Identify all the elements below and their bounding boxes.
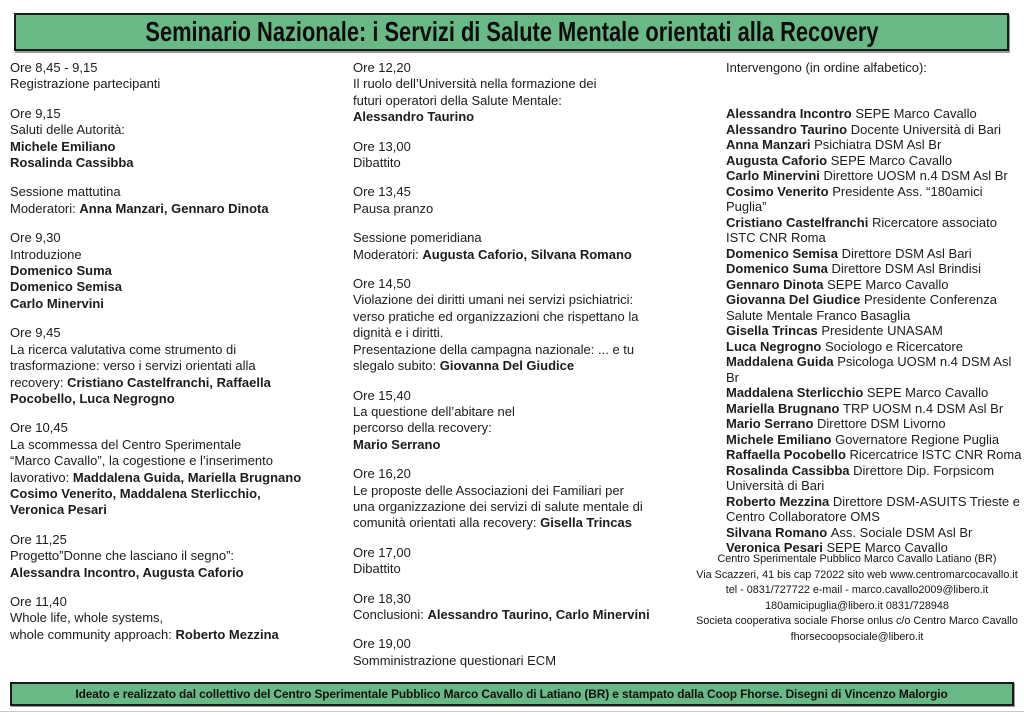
program-column-afternoon bbox=[353, 60, 698, 682]
program-line: Somministrazione questionari ECM bbox=[353, 652, 557, 668]
program-line: verso pratiche ed organizzazioni che rispettano la bbox=[353, 308, 639, 324]
program-line: Michele Emiliano bbox=[10, 138, 116, 154]
program-line: Pocobello, Luca Negrogno bbox=[10, 390, 175, 406]
program-line: Dibattito bbox=[353, 155, 401, 171]
speaker-entry: Carlo Minervini Direttore UOSM n.4 DSM Asl Br bbox=[726, 168, 1008, 184]
program-line: Ore 9,15 bbox=[10, 105, 61, 121]
speaker-entry: Domenico Suma Direttore DSM Asl Brindisi bbox=[726, 261, 982, 277]
program-line: Veronica Pesari bbox=[10, 502, 107, 518]
program-line: Ore 10,45 bbox=[10, 420, 68, 436]
program-line: Ore 8,45 - 9,15 bbox=[10, 60, 98, 75]
footer-credits: Ideato e realizzato dal collettivo del Centro Sperimentale Pubblico Marco Cavallo di Latiano (BR) e stampato dalla Coop Fhorse. Disegni di Vincenzo Malorgio bbox=[75, 687, 949, 701]
program-line: Dibattito bbox=[353, 561, 401, 577]
contact-line: Societa cooperativa sociale Fhorse onlus c/o Centro Marco Cavallo bbox=[696, 615, 1018, 628]
speaker-entry: Alessandra Incontro SEPE Marco Cavallo bbox=[726, 106, 977, 122]
program-line: Alessandra Incontro, Augusta Caforio bbox=[10, 564, 244, 580]
program-line: Alessandro Taurino bbox=[353, 109, 475, 125]
program-line: Il ruolo dell’Università nella formazione dei bbox=[353, 76, 597, 92]
speaker-entry: Giovanna Del Giudice Presidente Conferenza Salute Mentale Franco Basaglia bbox=[726, 292, 997, 323]
program-line: Registrazione partecipanti bbox=[10, 76, 161, 92]
program-line: trasformazione: verso i servizi orientati alla bbox=[10, 358, 256, 374]
speaker-entry: Alessandro Taurino Docente Università di Bari bbox=[726, 121, 1002, 137]
page-title: Seminario Nazionale: i Servizi di Salute Mentale orientati alla Recovery bbox=[144, 16, 879, 47]
speaker-entry: Domenico Semisa Direttore DSM Asl Bari bbox=[726, 245, 972, 261]
program-block bbox=[353, 139, 698, 172]
program-block bbox=[10, 594, 350, 643]
program-line: Ore 11,40 bbox=[10, 593, 67, 609]
program-block bbox=[353, 466, 698, 532]
program-line: lavorativo: Maddalena Guida, Mariella Brugnano bbox=[10, 469, 302, 485]
program-line: Ore 13,00 bbox=[353, 138, 411, 154]
program-line: Carlo Minervini bbox=[10, 295, 104, 311]
program-line: Cosimo Venerito, Maddalena Sterlicchio, bbox=[10, 485, 261, 501]
speakers-heading: Intervengono (in ordine alfabetico): bbox=[726, 60, 927, 75]
program-line: Rosalinda Cassibba bbox=[10, 155, 134, 171]
program-block bbox=[10, 60, 350, 93]
program-block bbox=[353, 545, 698, 578]
speaker-entry: Raffaella Pocobello Ricercatrice ISTC CNR Roma bbox=[726, 447, 1022, 463]
program-line: Ore 19,00 bbox=[353, 636, 411, 652]
speakers-list bbox=[726, 106, 1024, 556]
program-block bbox=[10, 532, 350, 581]
program-line: whole community approach: Roberto Mezzina bbox=[10, 626, 279, 642]
program-line: comunità orientati alla recovery: Gisella Trincas bbox=[353, 515, 632, 531]
speaker-entry: Mario Serrano Direttore DSM Livorno bbox=[726, 416, 946, 432]
program-line: Domenico Suma bbox=[10, 263, 112, 279]
speaker-entry: Gisella Trincas Presidente UNASAM bbox=[726, 323, 943, 339]
program-line: Ore 14,50 bbox=[353, 276, 411, 292]
program-line: Saluti delle Autorità: bbox=[10, 122, 125, 138]
speaker-entry: Mariella Brugnano TRP UOSM n.4 DSM Asl Br bbox=[726, 400, 1004, 416]
program-block bbox=[10, 325, 350, 407]
program-block bbox=[10, 184, 350, 217]
program-block bbox=[353, 276, 698, 374]
speaker-entry: Roberto Mezzina Direttore DSM-ASUITS Trieste e Centro Collaboratore OMS bbox=[726, 493, 1021, 525]
speaker-entry: Rosalinda Cassibba Direttore Dip. Forpsicom Università di Bari bbox=[726, 462, 995, 494]
program-block bbox=[353, 388, 698, 454]
program-line: La questione dell’abitare nel bbox=[353, 403, 515, 419]
program-line: Mario Serrano bbox=[353, 436, 441, 452]
program-line: dignità e i diritti. bbox=[353, 325, 444, 341]
contact-line: tel - 0831/727722 e-mail - marco.cavallo2009@libero.it bbox=[725, 584, 989, 597]
program-line: Ore 15,40 bbox=[353, 387, 411, 403]
title-banner bbox=[14, 13, 1009, 51]
program-block bbox=[353, 591, 698, 624]
program-block bbox=[10, 106, 350, 172]
contact-line: 180amicipuglia@libero.it 0831/728948 bbox=[765, 599, 949, 612]
speaker-entry: Maddalena Guida Psicologa UOSM n.4 DSM Asl Br bbox=[726, 354, 1012, 385]
footer-banner bbox=[10, 682, 1014, 706]
program-block bbox=[10, 230, 350, 312]
program-block bbox=[353, 184, 698, 217]
contact-line: fhorsecoopsociale@libero.it bbox=[790, 630, 924, 643]
program-line: Ore 11,25 bbox=[10, 531, 67, 547]
speaker-entry: Silvana Romano Ass. Sociale DSM Asl Br bbox=[726, 524, 973, 540]
speaker-entry: Cristiano Castelfranchi Ricercatore associato ISTC CNR Roma bbox=[726, 214, 997, 246]
speaker-entry: Veronica Pesari SEPE Marco Cavallo bbox=[726, 540, 948, 556]
speaker-entry: Gennaro Dinota SEPE Marco Cavallo bbox=[726, 276, 949, 292]
program-line: percorso della recovery: bbox=[353, 420, 492, 436]
program-line: Ore 16,20 bbox=[353, 466, 411, 482]
program-line: futuri operatori della Salute Mentale: bbox=[353, 92, 562, 108]
program-line: Sessione pomeridiana bbox=[353, 230, 482, 246]
program-line: Ore 9,30 bbox=[10, 230, 61, 246]
program-line: Moderatori: Anna Manzari, Gennaro Dinota bbox=[10, 200, 269, 216]
program-line: Ore 9,45 bbox=[10, 325, 61, 341]
program-column-morning bbox=[10, 60, 350, 656]
program-line: una organizzazione dei servizi di salute mentale di bbox=[353, 498, 643, 514]
page-edge-line bbox=[0, 711, 1024, 712]
program-line: Presentazione della campagna nazionale: ... e tu bbox=[353, 341, 635, 357]
program-line: La scommessa del Centro Sperimentale bbox=[10, 436, 242, 452]
program-line: slegalo subito: Giovanna Del Giudice bbox=[353, 358, 575, 374]
program-line: Sessione mattutina bbox=[10, 184, 121, 200]
program-block bbox=[353, 230, 698, 263]
speaker-entry: Augusta Caforio SEPE Marco Cavallo bbox=[726, 152, 953, 168]
speakers-column bbox=[726, 60, 1024, 556]
speaker-entry: Cosimo Venerito Presidente Ass. “180amici Puglia” bbox=[726, 183, 983, 215]
program-line: Domenico Semisa bbox=[10, 279, 122, 295]
program-line: La ricerca valutativa come strumento di bbox=[10, 341, 237, 357]
program-line: Ore 18,30 bbox=[353, 590, 411, 606]
program-line: Moderatori: Augusta Caforio, Silvana Romano bbox=[353, 246, 632, 262]
program-line: Ore 12,20 bbox=[353, 60, 411, 75]
speaker-entry: Luca Negrogno Sociologo e Ricercatore bbox=[726, 338, 963, 354]
program-line: Violazione dei diritti umani nei servizi psichiatrici: bbox=[353, 292, 634, 308]
speaker-entry: Michele Emiliano Governatore Regione Puglia bbox=[726, 431, 1000, 447]
program-line: recovery: Cristiano Castelfranchi, Raffaella bbox=[10, 374, 271, 390]
program-line: Le proposte delle Associazioni dei Familiari per bbox=[353, 482, 624, 498]
contact-block bbox=[692, 552, 1022, 646]
program-line: Ore 17,00 bbox=[353, 544, 411, 560]
contact-line: Via Scazzeri, 41 bis cap 72022 sito web www.centromarcocavallo.it bbox=[696, 568, 1018, 581]
program-line: Introduzione bbox=[10, 246, 82, 262]
program-line: Conclusioni: Alessandro Taurino, Carlo Minervini bbox=[353, 606, 650, 622]
program-line: Pausa pranzo bbox=[353, 200, 434, 216]
program-line: Progetto”Donne che lasciano il segno”: bbox=[10, 548, 235, 564]
speaker-entry: Anna Manzari Psichiatra DSM Asl Br bbox=[726, 137, 942, 153]
program-block bbox=[10, 420, 350, 518]
program-line: Whole life, whole systems, bbox=[10, 610, 164, 626]
program-line: “Marco Cavallo”, la cogestione e l’inserimento bbox=[10, 453, 274, 469]
program-line: Ore 13,45 bbox=[353, 184, 411, 200]
program-block bbox=[353, 60, 698, 126]
program-block bbox=[353, 636, 698, 669]
speaker-entry: Maddalena Sterlicchio SEPE Marco Cavallo bbox=[726, 385, 989, 401]
contact-line: Centro Sperimentale Pubblico Marco Cavallo Latiano (BR) bbox=[717, 553, 997, 565]
